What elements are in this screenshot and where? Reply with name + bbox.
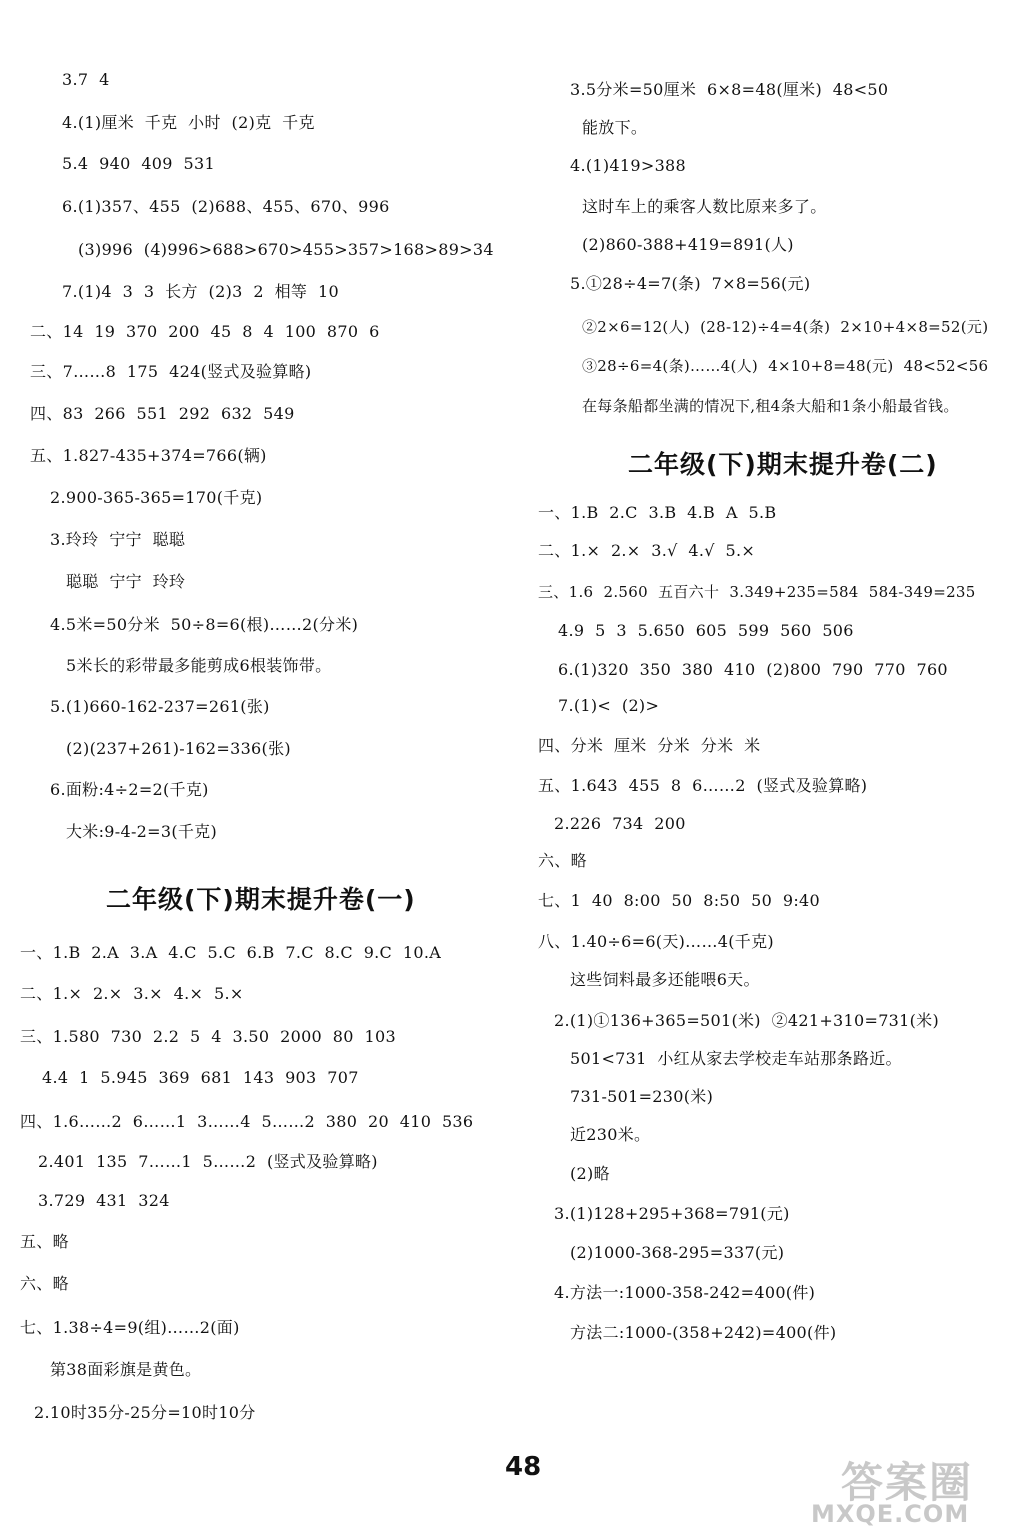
answer-line: 五、1.827-435+374=766(辆) [30, 446, 267, 465]
answer-line: 一、1.B 2.C 3.B 4.B A 5.B [538, 503, 777, 522]
answer-line: 4.方法一:1000-358-242=400(件) [554, 1283, 816, 1302]
answer-line: ②2×6=12(人) (28-12)÷4=4(条) 2×10+4×8=52(元) [582, 318, 989, 336]
answer-line: 二、1.× 2.× 3.√ 4.√ 5.× [538, 541, 756, 560]
page-number: 48 [505, 1452, 542, 1482]
answer-line: 501<731 小红从家去学校走车站那条路近。 [570, 1049, 902, 1068]
answer-line: 能放下。 [582, 118, 648, 137]
answer-line: 六、略 [20, 1274, 69, 1293]
answer-line: 5.①28÷4=7(条) 7×8=56(元) [570, 274, 811, 293]
answer-line: 6.(1)320 350 380 410 (2)800 790 770 760 [558, 660, 948, 679]
answer-line: 4.4 1 5.945 369 681 143 903 707 [42, 1068, 359, 1087]
answer-line: 七、1.38÷4=9(组)……2(面) [20, 1318, 240, 1337]
answer-line: 4.(1)厘米 千克 小时 (2)克 千克 [62, 113, 315, 132]
answer-line: 六、略 [538, 851, 587, 870]
answer-line: 方法二:1000-(358+242)=400(件) [570, 1323, 837, 1342]
answer-line: 4.9 5 3 5.650 605 599 560 506 [558, 621, 854, 640]
answer-line: 二、1.× 2.× 3.× 4.× 5.× [20, 984, 244, 1003]
answer-line: ③28÷6=4(条)……4(人) 4×10+8=48(元) 48<52<56 [582, 357, 989, 375]
answer-line: 5.(1)660-162-237=261(张) [50, 697, 270, 716]
answer-line: 四、分米 厘米 分米 分米 米 [538, 736, 761, 755]
answer-line: 2.10时35分-25分=10时10分 [34, 1403, 256, 1422]
watermark-logo [811, 1450, 1001, 1530]
answer-line: 7.(1)4 3 3 长方 (2)3 2 相等 10 [62, 282, 339, 301]
answer-line: 3.7 4 [62, 70, 110, 89]
answer-line: 三、1.6 2.560 五百六十 3.349+235=584 584-349=235 [538, 583, 976, 601]
answer-line: (3)996 (4)996>688>670>455>357>168>89>34 [78, 240, 494, 259]
answer-line: 4.(1)419>388 [570, 156, 687, 175]
answer-line: 七、1 40 8:00 50 8:50 50 9:40 [538, 891, 820, 910]
answer-line: 3.玲玲 宁宁 聪聪 [50, 530, 186, 549]
section-title: 二年级(下)期末提升卷(一) [106, 885, 416, 914]
answer-line: 3.729 431 324 [38, 1191, 170, 1210]
answer-line: 3.5分米=50厘米 6×8=48(厘米) 48<50 [570, 80, 889, 99]
answer-line: 2.401 135 7……1 5……2 (竖式及验算略) [38, 1152, 378, 1171]
answer-line: 近230米。 [570, 1125, 651, 1144]
watermark-text: 答案圈 [841, 1458, 974, 1507]
answer-line: 一、1.B 2.A 3.A 4.C 5.C 6.B 7.C 8.C 9.C 10.A [20, 943, 442, 962]
answer-line: 2.(1)①136+365=501(米) ②421+310=731(米) [554, 1011, 940, 1030]
answer-line: (2)860-388+419=891(人) [582, 235, 794, 254]
answer-line: 在每条船都坐满的情况下,租4条大船和1条小船最省钱。 [582, 397, 959, 415]
answer-line: 7.(1)< (2)> [558, 696, 660, 715]
answer-line: 四、83 266 551 292 632 549 [30, 404, 295, 423]
answer-line: 大米:9-4-2=3(千克) [66, 822, 218, 841]
watermark-url: MXQE.COM [811, 1500, 970, 1528]
answer-line: 这些饲料最多还能喂6天。 [570, 970, 760, 989]
answer-line: (2)1000-368-295=337(元) [570, 1243, 785, 1262]
answer-line: 6.面粉:4÷2=2(千克) [50, 780, 209, 799]
answer-line: 5.4 940 409 531 [62, 154, 215, 173]
answer-line: 2.226 734 200 [554, 814, 686, 833]
answer-line: 2.900-365-365=170(千克) [50, 488, 263, 507]
section-title: 二年级(下)期末提升卷(二) [628, 450, 938, 479]
answer-line: 聪聪 宁宁 玲玲 [66, 572, 186, 591]
answer-line: 5米长的彩带最多能剪成6根装饰带。 [66, 656, 332, 675]
answer-line: 八、1.40÷6=6(天)……4(千克) [538, 932, 774, 951]
answer-line: 三、1.580 730 2.2 5 4 3.50 2000 80 103 [20, 1027, 396, 1046]
answer-line: 四、1.6……2 6……1 3……4 5……2 380 20 410 536 [20, 1112, 474, 1131]
answer-line: (2)略 [570, 1164, 610, 1183]
answer-line: 4.5米=50分米 50÷8=6(根)……2(分米) [50, 615, 359, 634]
answer-line: 第38面彩旗是黄色。 [50, 1360, 202, 1379]
answer-line: 6.(1)357、455 (2)688、455、670、996 [62, 197, 390, 216]
answer-line: 五、1.643 455 8 6……2 (竖式及验算略) [538, 776, 868, 795]
answer-line: 731-501=230(米) [570, 1087, 714, 1106]
answer-line: 三、7……8 175 424(竖式及验算略) [30, 362, 312, 381]
answer-line: 五、略 [20, 1232, 69, 1251]
answer-line: 二、14 19 370 200 45 8 4 100 870 6 [30, 322, 380, 341]
answer-line: 这时车上的乘客人数比原来多了。 [582, 197, 827, 216]
answer-line: (2)(237+261)-162=336(张) [66, 739, 291, 758]
answer-line: 3.(1)128+295+368=791(元) [554, 1204, 790, 1223]
